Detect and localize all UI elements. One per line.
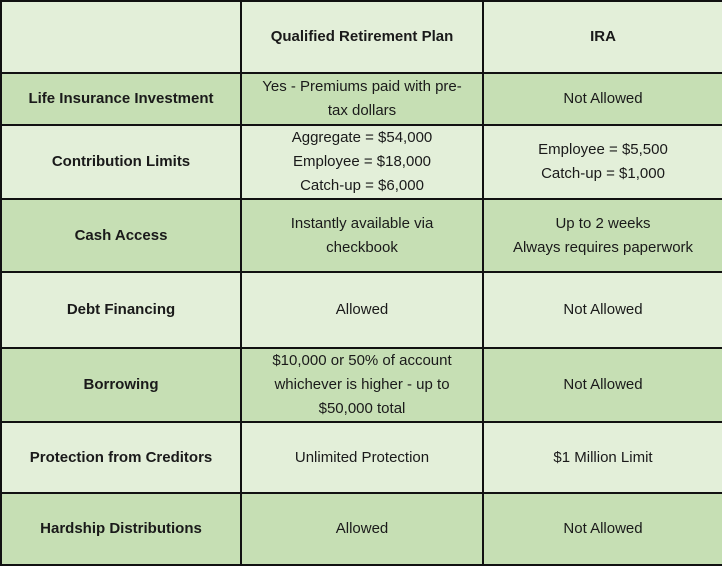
header-row (1, 1, 722, 73)
cell-line: $50,000 total (318, 400, 406, 417)
row-label: Life Insurance Investment (1, 73, 241, 125)
cell-line: Not Allowed (563, 376, 643, 393)
qualified-plan-cell (241, 73, 483, 125)
cell-line: checkbook (326, 238, 398, 256)
row-label: Contribution Limits (1, 125, 241, 199)
cell-line: Instantly available via (290, 214, 434, 232)
row-label: Borrowing (1, 348, 241, 422)
cell-line: Allowed (335, 520, 389, 537)
ira-cell (483, 272, 722, 348)
table-row (1, 73, 722, 125)
row-label: Hardship Distributions (1, 493, 241, 565)
table-body (1, 73, 722, 565)
cell-line: Not Allowed (563, 520, 643, 537)
cell-line: Allowed (335, 301, 389, 318)
table-row (1, 348, 722, 422)
cell-line: Not Allowed (563, 301, 643, 318)
cell-line: Unlimited Protection (294, 448, 430, 466)
cell-line: Catch-up = $6,000 (300, 177, 424, 194)
qualified-plan-cell (241, 272, 483, 348)
ira-cell (483, 422, 722, 493)
cell-line: tax dollars (327, 102, 397, 119)
ira-cell (483, 199, 722, 272)
ira-cell (483, 73, 722, 125)
cell-line: $10,000 or 50% of account (272, 352, 452, 369)
ira-cell (483, 493, 722, 565)
qualified-plan-cell (241, 199, 483, 272)
table-row (1, 493, 722, 565)
cell-line: Employee = $18,000 (292, 153, 432, 170)
header-qualified-plan: Qualified Retirement Plan (241, 1, 483, 73)
row-label: Cash Access (1, 199, 241, 272)
qualified-plan-cell (241, 422, 483, 493)
cell-line: Aggregate = $54,000 (291, 129, 433, 146)
table-row (1, 422, 722, 493)
table-row (1, 125, 722, 199)
qualified-plan-cell (241, 125, 483, 199)
cell-line: Not Allowed (563, 90, 643, 107)
cell-line: $1 Million Limit (553, 448, 653, 466)
cell-line: Up to 2 weeks (555, 214, 651, 232)
header-ira: IRA (483, 1, 722, 73)
cell-line: whichever is higher - up to (274, 376, 450, 393)
table-row (1, 272, 722, 348)
ira-cell (483, 125, 722, 199)
header-corner-cell (1, 1, 241, 73)
qualified-plan-cell (241, 493, 483, 565)
row-label: Protection from Creditors (1, 422, 241, 493)
table-row (1, 199, 722, 272)
cell-line: Employee = $5,500 (538, 141, 668, 158)
ira-cell (483, 348, 722, 422)
qualified-plan-cell (241, 348, 483, 422)
cell-line: Yes - Premiums paid with pre- (262, 78, 462, 95)
cell-line: Catch-up = $1,000 (541, 165, 665, 182)
row-label: Debt Financing (1, 272, 241, 348)
cell-line: Always requires paperwork (512, 238, 694, 256)
